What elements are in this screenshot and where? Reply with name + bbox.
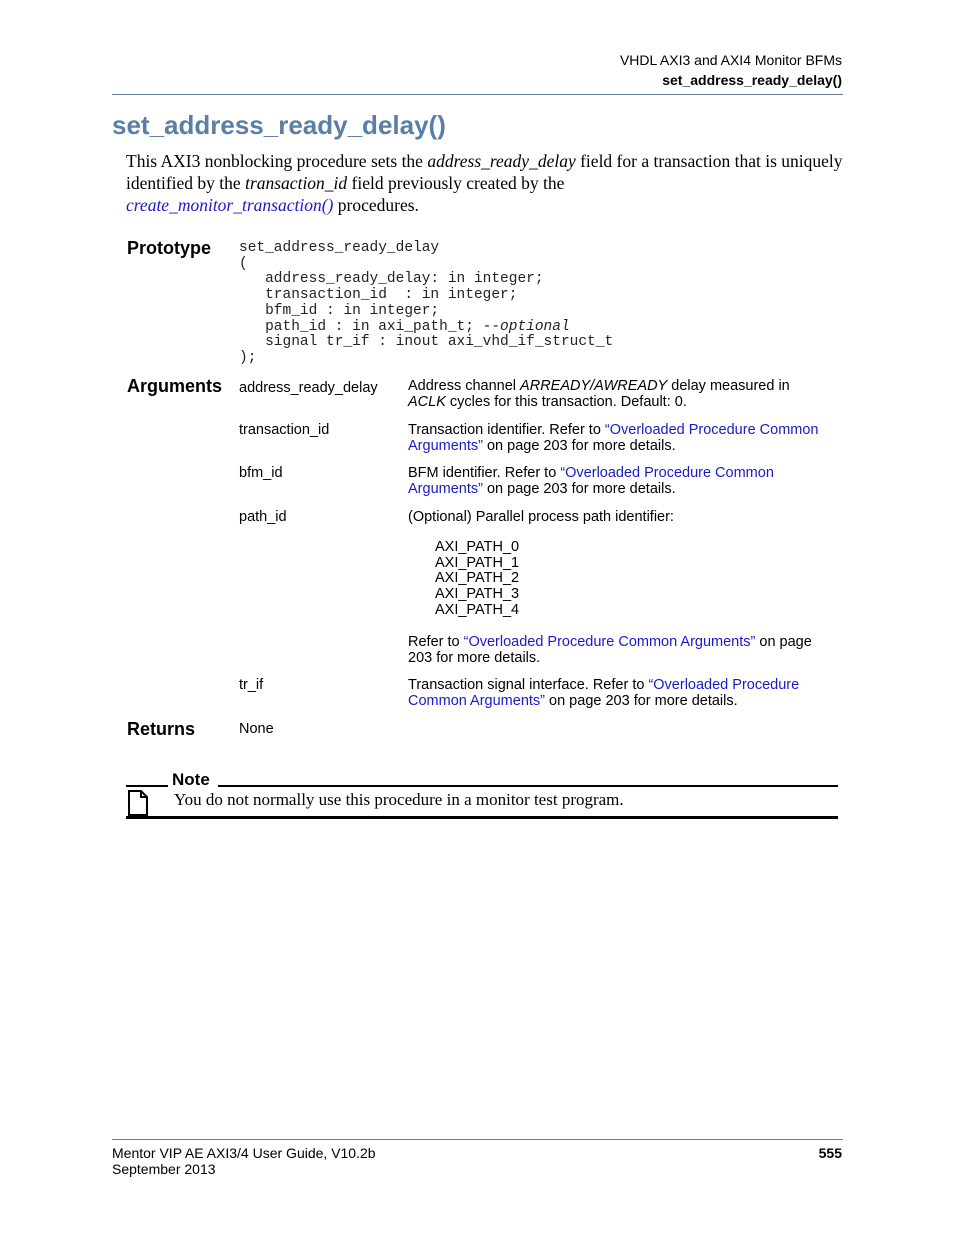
arg-desc-text: on page 203 for more details.: [482, 481, 676, 497]
arg-desc-text: on page 203 for more details.: [408, 634, 812, 666]
prototype-code-optional: optional: [500, 318, 570, 335]
path-value: AXI_PATH_1: [435, 554, 520, 571]
overloaded-args-link[interactable]: “Overloaded Procedure Common Arguments”: [463, 634, 756, 650]
page-number: 555: [818, 1145, 842, 1161]
arg-desc-path-id-refer: [408, 634, 838, 666]
footer-rule: [112, 1139, 843, 1140]
intro-text-3: field previously created by the: [347, 173, 565, 193]
arg-desc-path-id: (Optional) Parallel process path identifier:: [408, 509, 674, 525]
arg-desc-text: BFM identifier. Refer to: [408, 465, 561, 481]
footer-date: September 2013: [112, 1161, 216, 1177]
intro-text-1: This AXI3 nonblocking procedure sets the: [126, 151, 428, 171]
arguments-label: Arguments: [127, 376, 223, 396]
arg-name-tr-if: tr_if: [239, 677, 264, 693]
returns-label: Returns: [127, 719, 196, 739]
create-monitor-transaction-link[interactable]: create_monitor_transaction(): [126, 195, 334, 215]
arg-desc-clock: ACLK: [408, 394, 446, 410]
overloaded-args-link[interactable]: “Overloaded Procedure Common Arguments”: [408, 465, 774, 497]
path-value: AXI_PATH_0: [435, 539, 520, 555]
arg-desc-transaction-id: [408, 422, 838, 454]
arg-desc-address-ready-delay: [408, 378, 838, 410]
path-value: AXI_PATH_3: [435, 586, 520, 603]
returns-value: None: [239, 721, 274, 737]
arg-name-address-ready-delay: address_ready_delay: [239, 380, 378, 396]
intro-text-2: field for a transaction that is uniquely identified by the: [126, 151, 843, 193]
note-rule-bottom: [126, 816, 838, 819]
arg-desc-text: on page 203 for more details.: [545, 693, 738, 709]
arg-desc-text: delay measured in: [667, 378, 790, 394]
prototype-code: [239, 241, 613, 367]
page-title: set_address_ready_delay(): [112, 110, 446, 140]
running-header-chapter: VHDL AXI3 and AXI4 Monitor BFMs: [619, 52, 842, 68]
arg-desc-text: Transaction signal interface. Refer to: [408, 677, 649, 693]
note-rule-top-left: [126, 785, 168, 787]
arg-name-path-id: path_id: [239, 509, 287, 525]
intro-text-4: procedures.: [333, 195, 419, 215]
arg-desc-tr-if: [408, 677, 838, 709]
header-rule: [112, 94, 843, 95]
arg-desc-text: Address channel: [408, 378, 521, 394]
note-rule-top-right: [218, 785, 838, 787]
arg-desc-text: Transaction identifier. Refer to: [408, 422, 605, 438]
intro-transaction-id: transaction_id: [245, 173, 348, 193]
path-id-values: [435, 540, 519, 619]
arg-name-bfm-id: bfm_id: [239, 465, 283, 481]
overloaded-args-link[interactable]: “Overloaded Procedure Common Arguments”: [408, 422, 819, 454]
note-label: Note: [172, 770, 210, 789]
note-text: You do not normally use this procedure in a monitor test program.: [174, 790, 624, 809]
arg-desc-text: cycles for this transaction. Default: 0.: [445, 394, 687, 410]
arg-desc-bfm-id: [408, 465, 838, 497]
arg-desc-text: on page 203 for more details.: [482, 438, 676, 454]
intro-paragraph: [126, 150, 846, 216]
arg-desc-text: Refer to: [408, 634, 464, 650]
path-value: AXI_PATH_4: [435, 601, 520, 618]
prototype-code-end: signal tr_if : inout axi_vhd_if_struct_t );: [239, 334, 614, 366]
prototype-code-main: set_address_ready_delay ( address_ready_delay: in integer; transaction_id : in integer; bfm_id : in integer; path_id : in axi_path_t; --: [239, 240, 544, 335]
intro-field-name: address_ready_delay: [427, 151, 576, 171]
prototype-label: Prototype: [127, 238, 212, 258]
arg-desc-signal: ARREADY/AWREADY: [520, 378, 668, 394]
overloaded-args-link[interactable]: “Overloaded Procedure Common Arguments”: [408, 677, 800, 709]
arg-name-transaction-id: transaction_id: [239, 422, 330, 438]
running-header-section: set_address_ready_delay(): [662, 72, 842, 88]
path-value: AXI_PATH_2: [435, 570, 520, 587]
footer-guide-title: Mentor VIP AE AXI3/4 User Guide, V10.2b: [112, 1145, 376, 1161]
